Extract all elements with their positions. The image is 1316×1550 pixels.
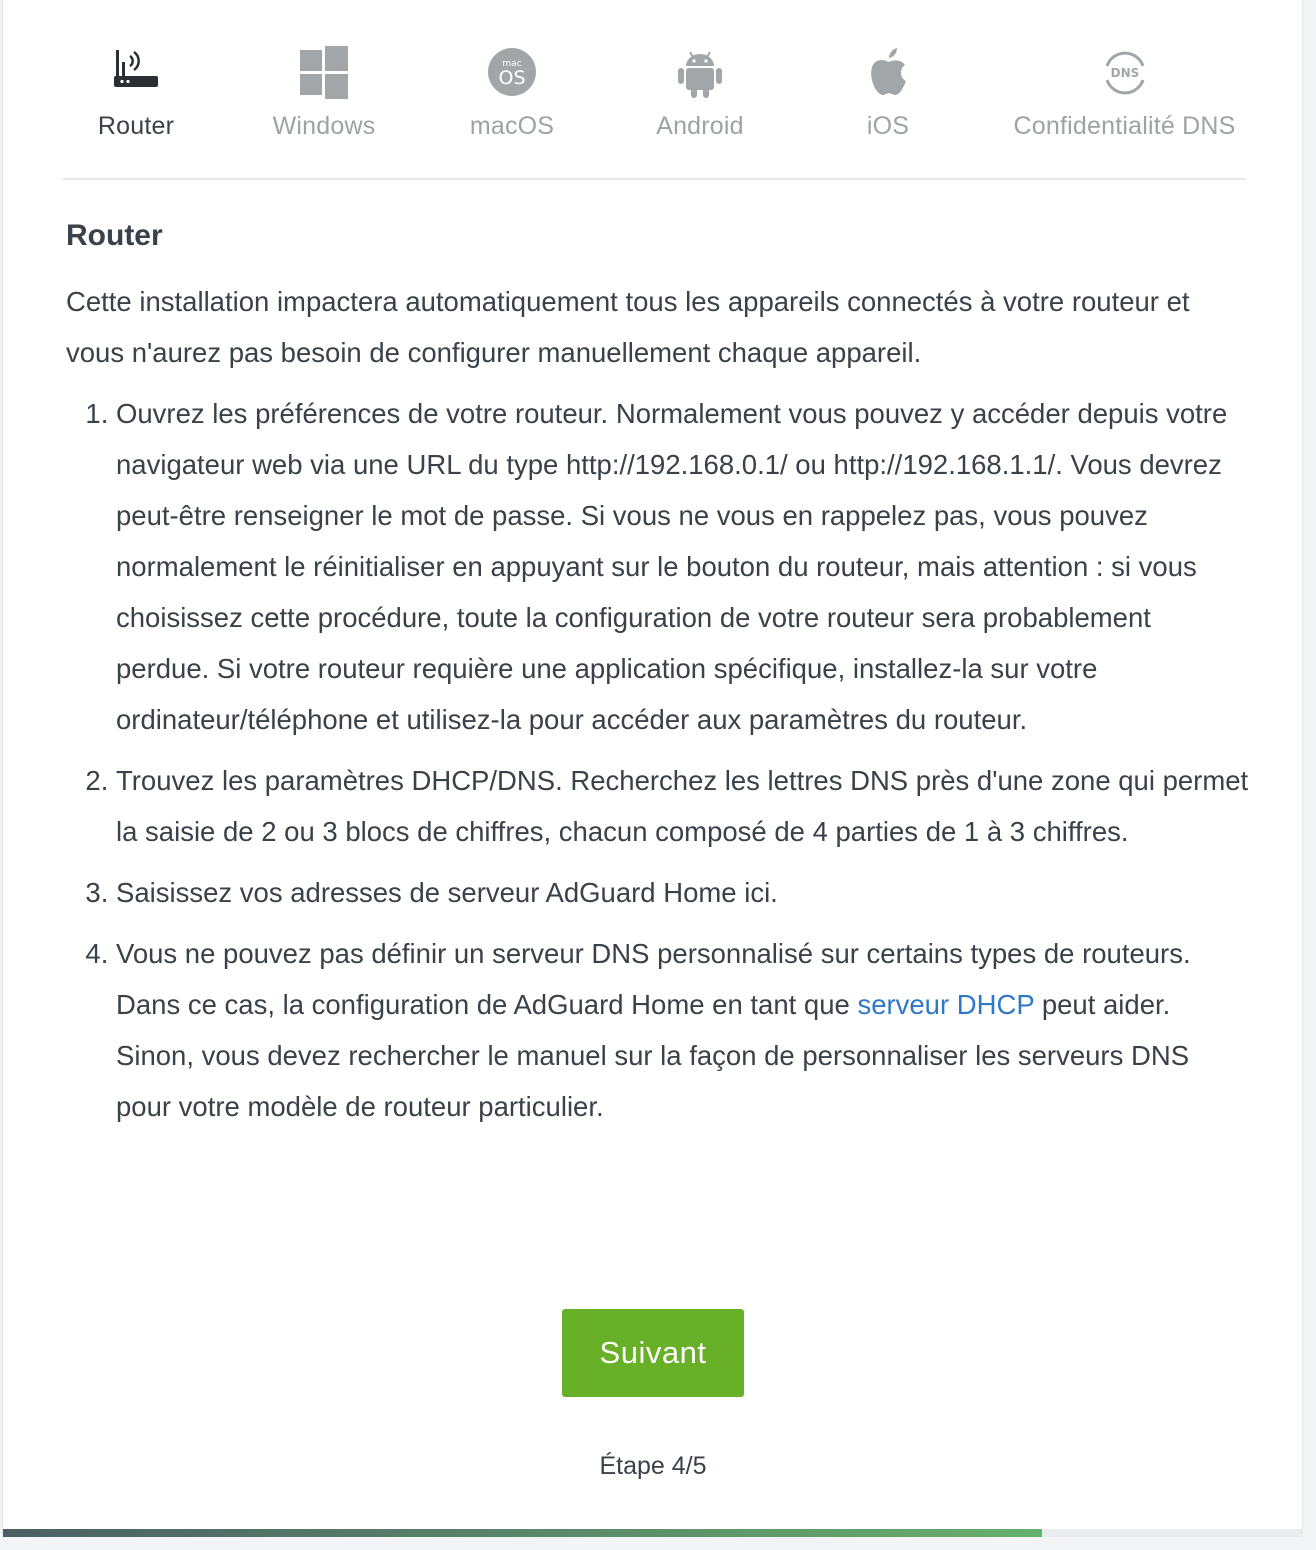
tab-label: Windows [272, 112, 376, 140]
step-indicator: Étape 4/5 [599, 1452, 707, 1480]
next-button[interactable]: Suivant [562, 1309, 744, 1397]
steps-list [66, 388, 1251, 1132]
progress-bar [3, 1529, 1302, 1537]
macos-icon-text: OS [498, 67, 526, 89]
windows-icon [296, 44, 352, 100]
step-text: Vous ne pouvez pas définir un serveur DNS personnalisé sur certains types de routeurs. Dans ce cas, la configuration de AdGuard Home en tant que [116, 938, 1191, 1020]
device-tabs [63, 30, 1246, 180]
macos-icon-small-text: mac [502, 59, 522, 69]
macos-icon [484, 44, 540, 100]
dhcp-server-link[interactable]: serveur DHCP [857, 989, 1035, 1020]
tab-router[interactable] [63, 30, 209, 178]
tab-label: Android [656, 112, 744, 140]
tab-label: macOS [469, 112, 555, 140]
step-text: peut aider. Sinon, vous devez rechercher le manuel sur la façon de personnaliser les serveurs DNS pour votre modèle de routeur particulier. [116, 989, 1190, 1122]
router-icon [108, 44, 164, 100]
step-item: 1. Ouvrez les préférences de votre routeur. Normalement vous pouvez y accéder depuis votre navigateur web via une URL du type http://192.168.0.1/ ou http://192.168.1.1/. Vous devrez peut-être renseigner le mot de passe. Si vous ne vous en rappelez pas, vous pouvez normalement le réinitialiser en appuyant sur le bouton du routeur, mais attention : si vous choisissez cette procédure, toute la configuration de votre routeur sera probablement perdue. Si votre routeur requière une application spécifique, installez-la sur votre ordinateur/téléphone et utilisez-la pour accéder aux paramètres du routeur. [116, 388, 1251, 745]
tab-label: Router [97, 112, 175, 140]
step-item: 2. Trouvez les paramètres DHCP/DNS. Recherchez les lettres DNS près d'une zone qui permet la saisie de 2 ou 3 blocs de chiffres, chacun composé de 4 parties de 1 à 3 chiffres. [116, 755, 1251, 857]
step-item: 3. Saisissez vos adresses de serveur AdGuard Home ici. [116, 867, 1251, 918]
dns-privacy-icon [1097, 44, 1153, 100]
tab-label: iOS [866, 112, 910, 140]
instructions [66, 210, 1251, 1142]
apple-icon [860, 44, 916, 100]
section-title: Router [66, 219, 163, 252]
progress-fill [3, 1529, 1042, 1537]
step-item [116, 928, 1251, 1132]
tab-windows[interactable] [251, 30, 397, 178]
tab-android[interactable] [627, 30, 773, 178]
android-icon [672, 44, 728, 100]
tab-dns-privacy[interactable] [1003, 30, 1246, 178]
tab-label: Confidentialité DNS [1013, 112, 1236, 140]
setup-card [3, 0, 1302, 1534]
tab-ios[interactable] [815, 30, 961, 178]
intro-text: Cette installation impactera automatiquement tous les appareils connectés à votre routeur et vous n'aurez pas besoin de configurer manuellement chaque appareil. [66, 286, 1190, 368]
tab-macos[interactable] [439, 30, 585, 178]
dns-icon-text: DNS [1110, 66, 1139, 80]
